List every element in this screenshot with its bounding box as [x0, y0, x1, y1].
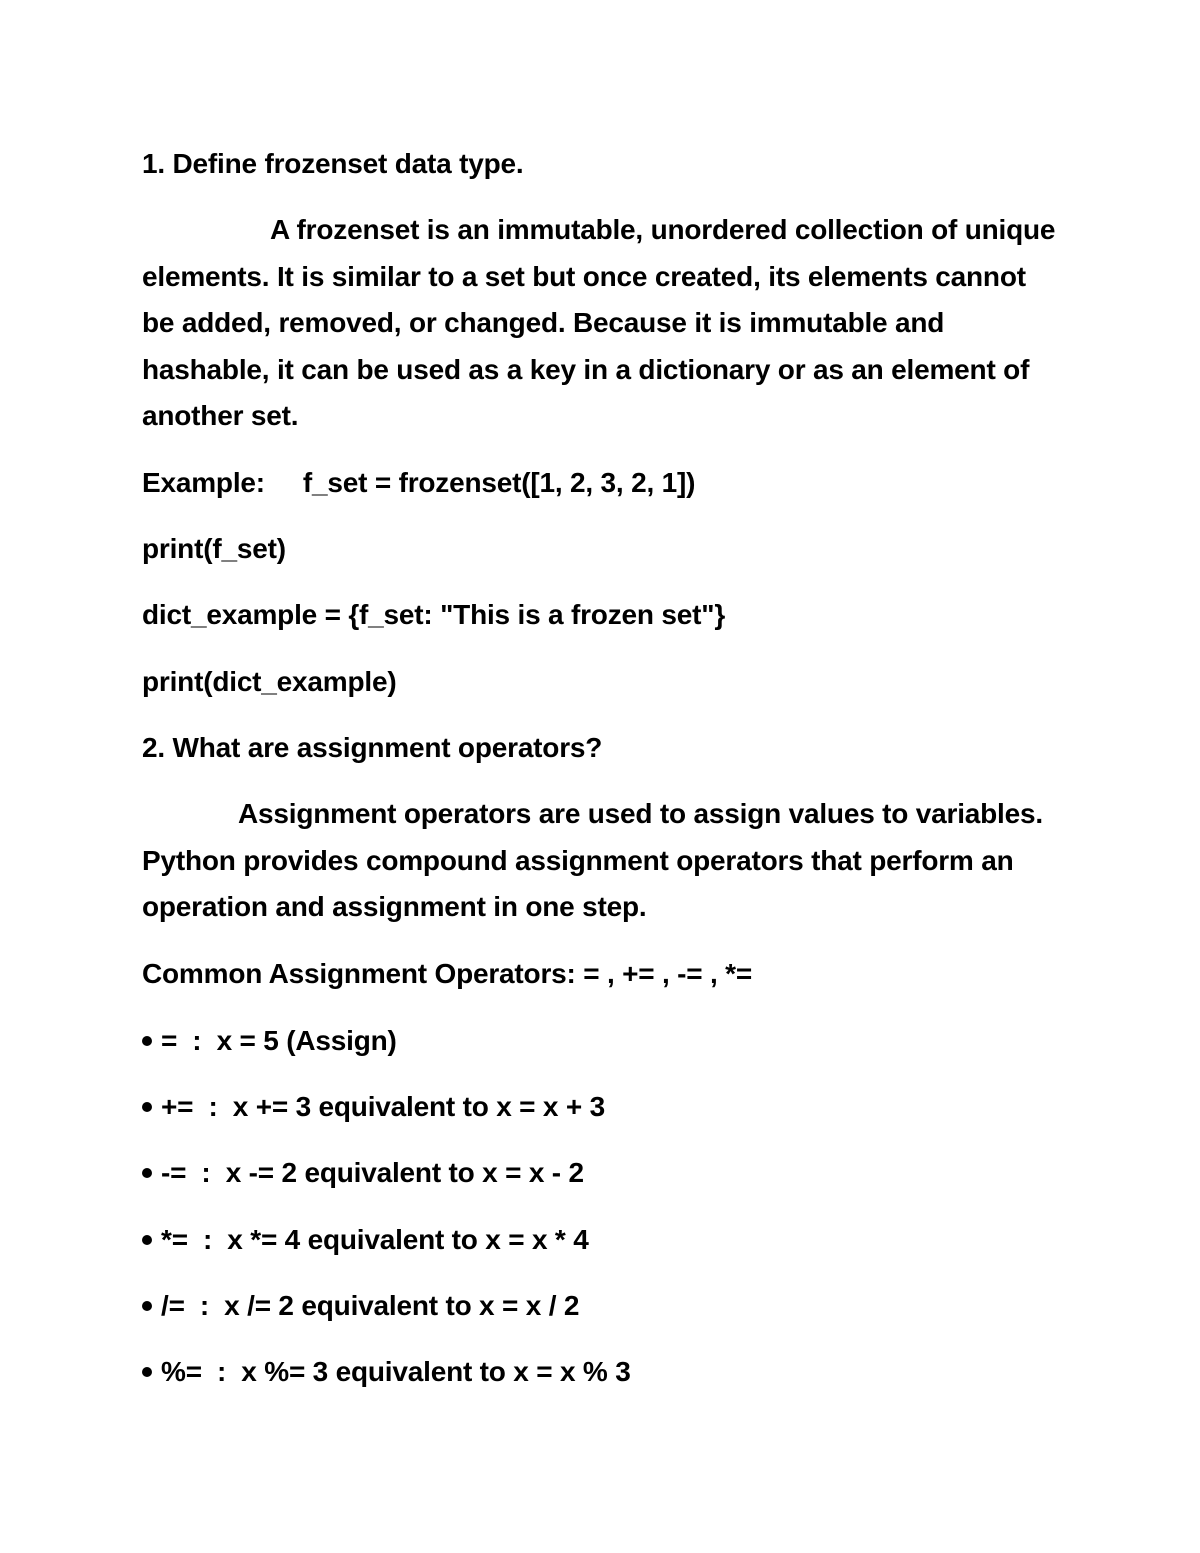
example-label: Example: [142, 467, 265, 498]
code-line-3: dict_example = {f_set: "This is a frozen set"} [142, 599, 726, 630]
common-operators-line: Common Assignment Operators: = , += , -= , *= [142, 958, 753, 989]
bullet-text: -= : x -= 2 equivalent to x = x - 2 [161, 1157, 584, 1188]
bullet-dot-icon [142, 1301, 152, 1311]
bullet-dot-icon [142, 1102, 152, 1112]
bullet-text: += : x += 3 equivalent to x = x + 3 [161, 1091, 605, 1122]
question-2-heading: 2. What are assignment operators? [142, 732, 603, 763]
bullet-item [142, 1090, 605, 1124]
bullet-dot-icon [142, 1168, 152, 1178]
bullet-item [142, 1355, 631, 1389]
question-2-answer: Assignment operators are used to assign values to variables. Python provides compound assignment operators that perform an operation and assignment in one step. [142, 798, 1043, 922]
question-1-answer: A frozenset is an immutable, unordered collection of unique elements. It is similar to a set but once created, its elements cannot be added, removed, or changed. Because it is immutable and hashable, it can be used as a key in a dictionary or as an element of another set. [142, 214, 1056, 431]
question-1-heading: 1. Define frozenset data type. [142, 148, 524, 179]
bullet-text: /= : x /= 2 equivalent to x = x / 2 [161, 1290, 580, 1321]
bullet-item [142, 1289, 579, 1323]
bullet-item [142, 1024, 397, 1058]
bullet-dot-icon [142, 1036, 152, 1046]
bullet-dot-icon [142, 1367, 152, 1377]
bullet-item [142, 1223, 589, 1257]
code-line-4: print(dict_example) [142, 666, 397, 697]
code-line-1: f_set = frozenset([1, 2, 3, 2, 1]) [302, 467, 696, 498]
bullet-dot-icon [142, 1235, 152, 1245]
bullet-item [142, 1156, 584, 1190]
bullet-text: %= : x %= 3 equivalent to x = x % 3 [161, 1356, 631, 1387]
example-line [142, 466, 695, 500]
bullet-text: *= : x *= 4 equivalent to x = x * 4 [161, 1224, 589, 1255]
bullet-text: = : x = 5 (Assign) [161, 1025, 397, 1056]
code-line-2: print(f_set) [142, 533, 286, 564]
